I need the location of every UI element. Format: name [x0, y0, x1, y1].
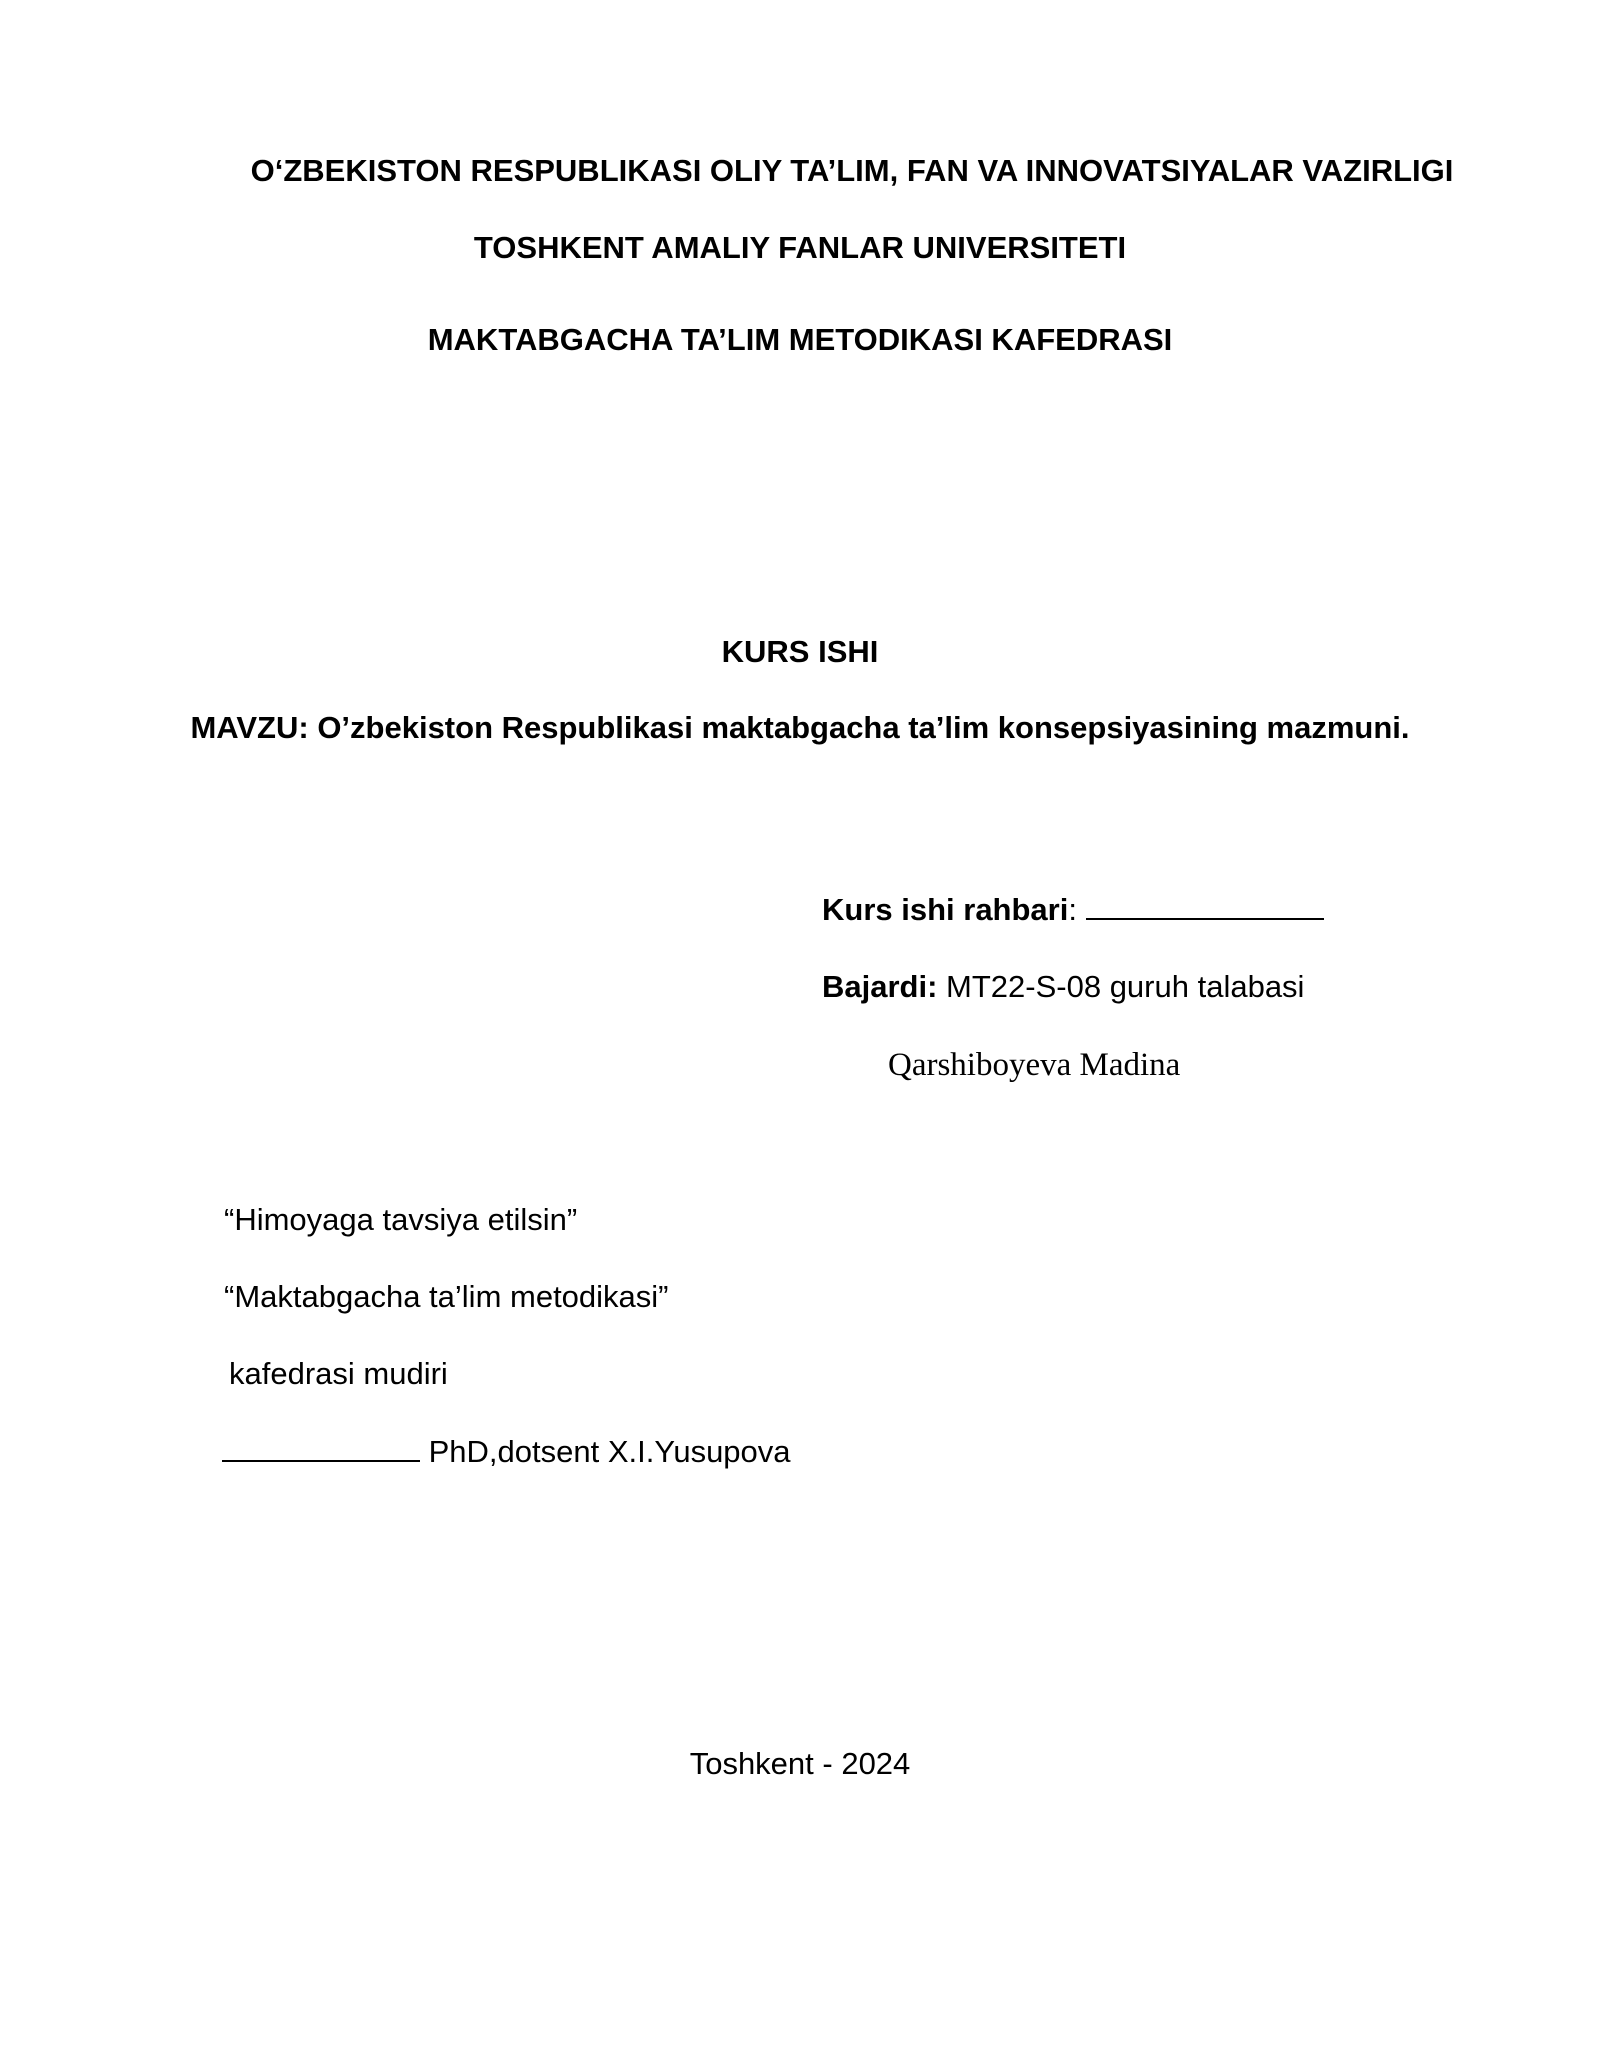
signatory-line: [222, 1432, 791, 1472]
approval-line-3: kafedrasi mudiri: [229, 1356, 448, 1391]
performer-label: Bajardi:: [822, 969, 938, 1004]
student-name: Qarshiboyeva Madina: [888, 1047, 1181, 1083]
signatory-name: PhD,dotsent X.I.Yusupova: [428, 1434, 791, 1469]
performer-group: MT22-S-08 guruh talabasi: [937, 969, 1305, 1004]
supervisor-colon: :: [1068, 892, 1077, 927]
supervisor-line: [822, 890, 1324, 930]
topic-title: MAVZU: O’zbekiston Respublikasi maktabgacha ta’lim konsepsiyasining mazmuni.: [190, 710, 1410, 745]
city-year: Toshkent - 2024: [689, 1746, 911, 1781]
ministry-heading: O‘ZBEKISTON RESPUBLIKASI OLIY TA’LIM, FAN VA INNOVATSIYALAR VAZIRLIGI: [250, 153, 1454, 188]
approval-line-1: “Himoyaga tavsiya etilsin”: [224, 1202, 578, 1237]
supervisor-label: Kurs ishi rahbari: [822, 892, 1069, 927]
supervisor-signature-blank: [1086, 914, 1324, 920]
department-heading: MAKTABGACHA TA’LIM METODIKASI KAFEDRASI: [427, 322, 1173, 357]
university-heading: TOSHKENT AMALIY FANLAR UNIVERSITETI: [473, 230, 1127, 265]
work-type-title: KURS ISHI: [721, 634, 879, 669]
approval-line-2: “Maktabgacha ta’lim metodikasi”: [224, 1279, 669, 1314]
head-signature-blank: [222, 1456, 420, 1462]
performer-line: [822, 967, 1304, 1007]
